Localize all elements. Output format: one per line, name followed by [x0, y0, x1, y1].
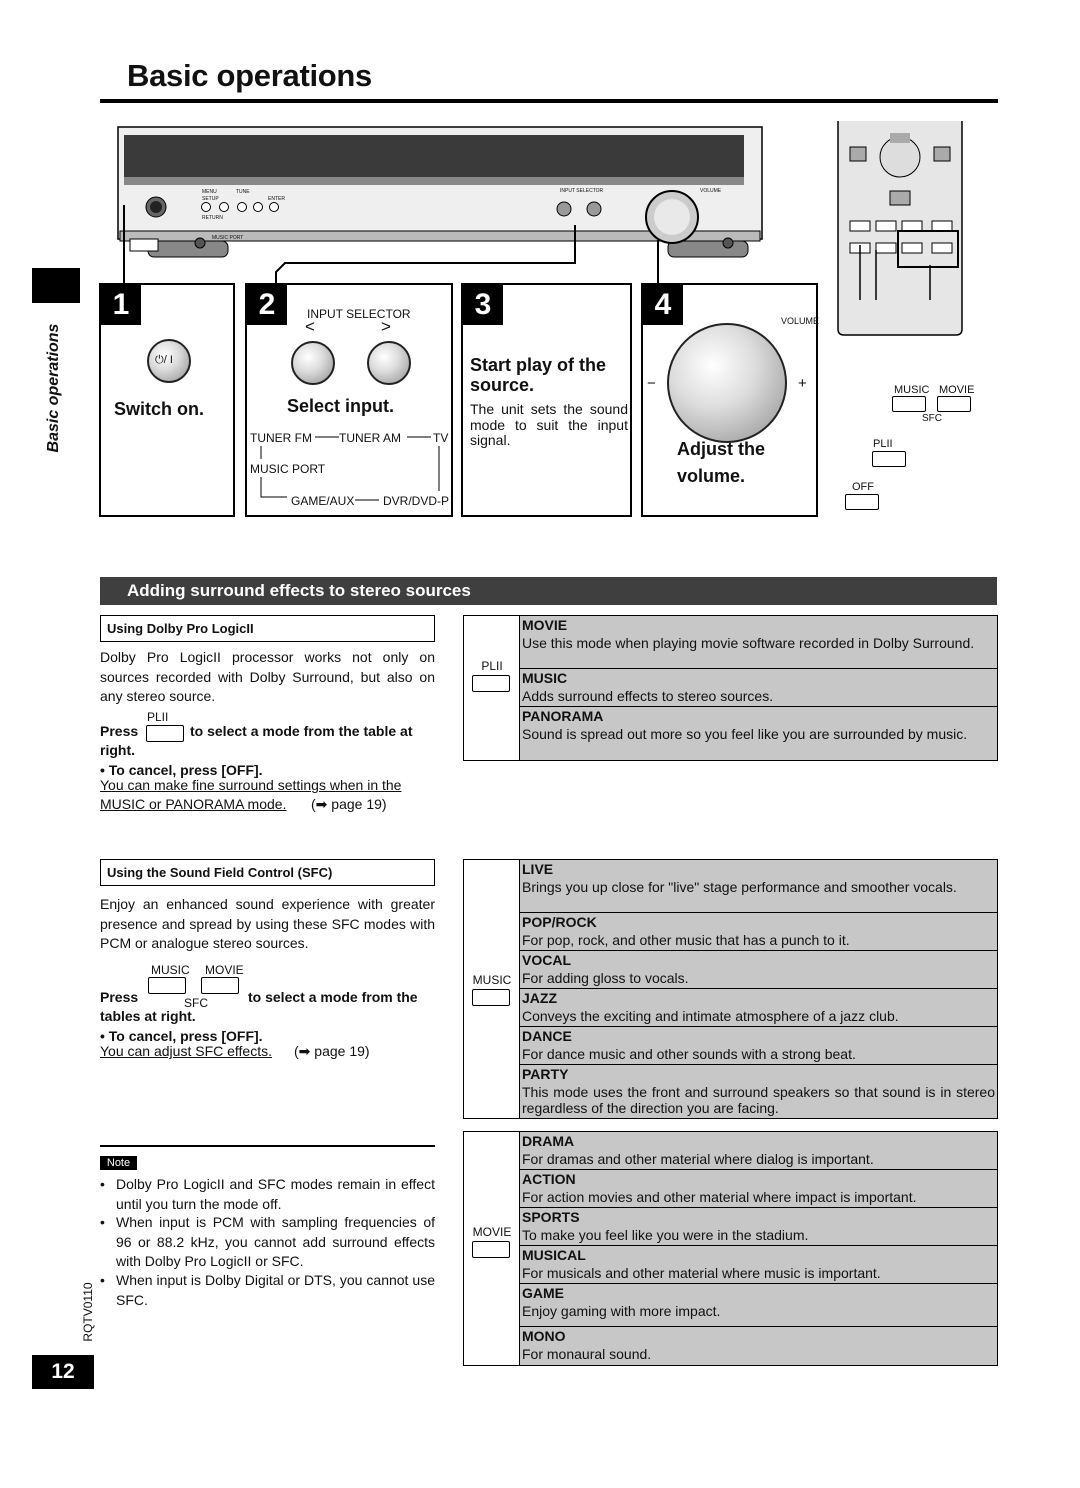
music-table-button-icon [472, 989, 510, 1006]
input-selector-label: INPUT SELECTOR [307, 307, 411, 321]
input-cycle-arrows [247, 285, 455, 519]
dolby-settings-link-1[interactable]: You can make fine surround settings when in the [100, 777, 402, 793]
receiver-input-selector-label: INPUT SELECTOR [560, 188, 604, 194]
dolby-page-ref: (➡ page 19) [311, 796, 387, 812]
mode-name: MUSIC [522, 670, 568, 686]
receiver-tune-label: TUNE [236, 189, 250, 195]
dolby-press: Press [100, 723, 139, 739]
remote-off-button[interactable] [845, 494, 879, 510]
note-item-1: Dolby Pro LogicII and SFC modes remain in effect until you turn the mode off. [116, 1176, 435, 1212]
pl2-mode-table [463, 615, 998, 761]
table-row [520, 1170, 997, 1208]
input-game-aux: GAME/AUX [291, 494, 355, 508]
mode-name: PANORAMA [522, 708, 604, 724]
mode-name: POP/ROCK [522, 914, 597, 930]
mode-description: Use this mode when playing movie software recorded in Dolby Surround. [522, 635, 975, 651]
volume-label: VOLUME [781, 316, 820, 326]
table-row [520, 989, 997, 1027]
remote-music-label: MUSIC [894, 384, 930, 396]
sfc-subheading: Using the Sound Field Control (SFC) [100, 859, 435, 886]
connector-lines [0, 0, 1080, 300]
input-tuner-am: TUNER AM [339, 431, 402, 445]
mode-name: LIVE [522, 861, 554, 877]
table-row [520, 1132, 997, 1170]
remote-movie-label: MOVIE [939, 384, 975, 396]
table-row [520, 1246, 997, 1284]
mode-name: DANCE [522, 1028, 572, 1044]
music-mode-table [463, 859, 998, 1119]
receiver-setup-label: SETUP [202, 196, 219, 202]
table-row [520, 707, 997, 760]
receiver-menu-label: MENU [202, 189, 217, 195]
mode-description: Conveys the exciting and intimate atmosphere of a jazz club. [522, 1008, 899, 1024]
surround-section-heading: Adding surround effects to stereo sources [100, 577, 997, 605]
volume-knob[interactable] [667, 323, 787, 443]
mode-description: Brings you up close for "live" stage performance and smoother vocals. [522, 879, 957, 895]
step-3-panel [461, 283, 632, 517]
dolby-press-instruction-end: right. [100, 742, 135, 758]
receiver-return-label: RETURN [202, 215, 223, 221]
remote-pl2-button[interactable] [872, 451, 906, 467]
step-4-panel [641, 283, 818, 517]
sfc-press-instruction-end: tables at right. [100, 1008, 196, 1024]
movie-mode-table [463, 1131, 998, 1366]
sfc-paragraph: Enjoy an enhanced sound experience with greater presence and spread by using these SFC modes with PCM or analogue stereo sources. [100, 896, 435, 951]
mode-name: JAZZ [522, 990, 557, 1006]
side-section-label: Basic operations [45, 323, 62, 453]
document-code: RQTV0110 [81, 1282, 95, 1342]
remote-pl2-label: PLII [873, 438, 893, 450]
sfc-press-instruction: to select a mode from the [248, 989, 418, 1005]
step-1-number: 1 [101, 285, 141, 325]
receiver-music-port-label: MUSIC PORT [212, 235, 244, 241]
mode-description: Adds surround effects to stereo sources. [522, 688, 774, 704]
pl2-table-button-icon [472, 675, 510, 692]
sfc-press: Press [100, 989, 139, 1005]
table-row [520, 1065, 997, 1118]
step-2-label: Select input. [287, 396, 395, 416]
page-title: Basic operations [127, 58, 373, 93]
mode-description: For pop, rock, and other music that has a punch to it. [522, 932, 850, 948]
sfc-button-caption: SFC [184, 996, 208, 1010]
mode-description: Sound is spread out more so you feel like you are surrounded by music. [522, 726, 968, 742]
music-table-icon-label: MUSIC [472, 973, 512, 987]
dolby-paragraph: Dolby Pro LogicII processor works not only on sources recorded with Dolby Surround, but also on any stereo source. [100, 649, 435, 704]
step-1-panel [99, 283, 235, 517]
note-rule [100, 1145, 435, 1147]
dolby-button-caption: PLII [147, 710, 169, 724]
mode-name: MUSICAL [522, 1247, 586, 1263]
step-1-label: Switch on. [114, 399, 204, 419]
mode-name: DRAMA [522, 1133, 575, 1149]
mode-name: GAME [522, 1285, 564, 1301]
table-row [520, 913, 997, 951]
page-number: 12 [32, 1355, 94, 1389]
receiver-volume-label: VOLUME [700, 188, 722, 194]
dolby-press-instruction: to select a mode from the table at [190, 723, 413, 739]
step-3-description: The unit sets the sound mode to suit the input signal. [470, 401, 628, 448]
sfc-movie-button-icon [201, 977, 239, 994]
table-row [520, 669, 997, 707]
mode-name: MONO [522, 1328, 566, 1344]
mode-description: Enjoy gaming with more impact. [522, 1303, 721, 1319]
mode-name: MOVIE [522, 617, 568, 633]
step-4-number: 4 [643, 285, 683, 325]
input-tv: TV [433, 431, 449, 445]
sfc-movie-caption: MOVIE [205, 963, 244, 977]
volume-plus: + [798, 375, 807, 392]
table-row [520, 616, 997, 669]
sfc-music-button-icon [148, 977, 186, 994]
mode-description: For monaural sound. [522, 1346, 652, 1362]
sfc-page-ref: (➡ page 19) [294, 1043, 370, 1059]
dolby-cancel: • To cancel, press [OFF]. [100, 762, 263, 778]
remote-sfc-label: SFC [922, 413, 942, 424]
mode-description: For adding gloss to vocals. [522, 970, 689, 986]
step-3-number: 3 [463, 285, 503, 325]
mode-name: VOCAL [522, 952, 571, 968]
step-4-label-line1: Adjust the [677, 439, 765, 459]
note-item-2: When input is PCM with sampling frequencies of 96 or 88.2 kHz, you cannot add surround effects with Dolby Pro LogicII or SFC. [116, 1214, 435, 1269]
dolby-subheading: Using Dolby Pro LogicII [100, 615, 435, 642]
volume-minus: − [647, 375, 656, 392]
input-tuner-fm: TUNER FM [250, 431, 312, 445]
step-2-panel [245, 283, 453, 517]
table-row [520, 1327, 997, 1365]
step-3-label: Start play of the source. [470, 355, 607, 395]
selector-left-arrow: < [305, 317, 315, 336]
table-row [520, 951, 997, 989]
table-row [520, 1208, 997, 1246]
movie-table-icon-label: MOVIE [472, 1225, 512, 1239]
remote-movie-button[interactable] [937, 396, 971, 412]
input-music-port: MUSIC PORT [250, 462, 326, 476]
note-tag: Note [100, 1156, 137, 1170]
remote-music-button[interactable] [892, 396, 926, 412]
mode-description: For dramas and other material where dialog is important. [522, 1151, 874, 1167]
power-button-label: ⏻/ I [155, 354, 173, 366]
mode-name: ACTION [522, 1171, 576, 1187]
pl2-table-icon-label: PLII [481, 659, 503, 673]
sfc-music-caption: MUSIC [151, 963, 190, 977]
table-row [520, 1284, 997, 1327]
mode-name: PARTY [522, 1066, 569, 1082]
sfc-cancel: • To cancel, press [OFF]. [100, 1028, 263, 1044]
movie-table-button-icon [472, 1241, 510, 1258]
selector-right-arrow: > [381, 317, 391, 336]
remote-off-label: OFF [852, 481, 874, 493]
step-4-label-line2: volume. [677, 466, 746, 486]
receiver-enter-label: ENTER [268, 196, 285, 202]
note-item-3: When input is Dolby Digital or DTS, you cannot use SFC. [116, 1272, 435, 1308]
input-dvr-dvd: DVR/DVD-P [383, 494, 450, 508]
mode-description: To make you feel like you were in the stadium. [522, 1227, 809, 1243]
dolby-settings-link-2[interactable]: MUSIC or PANORAMA mode. [100, 796, 287, 812]
table-row [520, 1027, 997, 1065]
table-row [520, 860, 997, 913]
dolby-pl2-button-icon [146, 725, 184, 742]
mode-description: For musicals and other material where music is important. [522, 1265, 881, 1281]
sfc-effects-link[interactable]: You can adjust SFC effects. [100, 1043, 272, 1059]
mode-description: This mode uses the front and surround speakers so that sound is in stereo regardless of the direction you are facing. [522, 1084, 995, 1116]
step-2-number: 2 [247, 285, 287, 325]
mode-description: For action movies and other material where impact is important. [522, 1189, 917, 1205]
mode-name: SPORTS [522, 1209, 580, 1225]
mode-description: For dance music and other sounds with a strong beat. [522, 1046, 856, 1062]
